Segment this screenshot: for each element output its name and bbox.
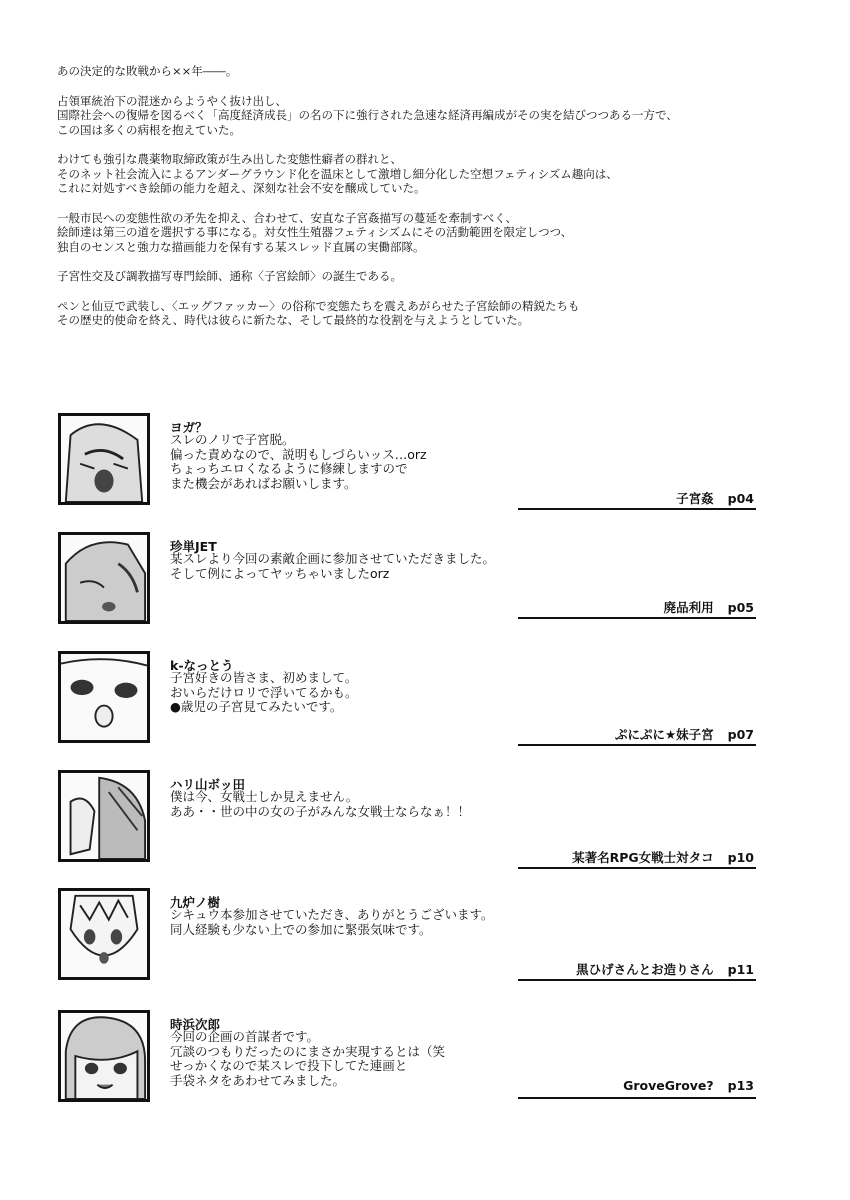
work-title-line xyxy=(676,489,754,507)
page-number: p04 xyxy=(727,491,754,506)
author-comment xyxy=(170,552,495,581)
work-title-line xyxy=(615,725,754,743)
page-number: p10 xyxy=(727,850,754,865)
intro-line: この国は多くの病根を抱えていた。 xyxy=(57,122,241,137)
intro-paragraph xyxy=(57,269,757,284)
intro-line: そのネット社会流入によるアンダーグラウンド化を温床として激増し細分化した空想フェティシズム趣向は、 xyxy=(57,166,618,181)
author-comment xyxy=(170,433,427,491)
contributor-entry xyxy=(0,770,850,880)
comment-line: また機会があればお願いします。 xyxy=(170,475,357,491)
intro-paragraph xyxy=(57,211,757,255)
work-title: GroveGrove? xyxy=(623,1078,714,1093)
comment-line: ●歳児の子宮見てみたいです。 xyxy=(170,699,343,714)
intro-line: ペンと仙豆で武装し、〈エッグファッカー〉の俗称で変態たちを震えあがらせた子宮絵師の精鋭たちも xyxy=(57,298,580,313)
author-comment xyxy=(170,790,470,819)
entry-divider xyxy=(518,508,756,510)
contributor-illustration xyxy=(58,770,150,862)
comment-line: そして例によってヤッちゃいましたorz xyxy=(170,565,390,581)
contributor-entry xyxy=(0,413,850,523)
intro-paragraph xyxy=(57,94,757,138)
work-title-line xyxy=(572,848,754,866)
author-comment xyxy=(170,1030,445,1088)
author-comment xyxy=(170,908,494,937)
author-name: 九炉ノ樹 xyxy=(170,895,221,910)
intro-line: あの決定的な敗戦から××年――。 xyxy=(57,64,238,78)
comment-line: おいらだけロリで浮いてるかも。 xyxy=(170,684,358,700)
comment-line: 偏った責めなので、説明もしづらいッス…orz xyxy=(170,446,427,462)
comment-line: ちょっちエロくなるように修練しますので xyxy=(170,461,408,476)
page-number: p11 xyxy=(727,962,754,977)
intro-line: 絵師達は第三の道を選択する事になる。対女性生殖器フェティシズムにその活動範囲を限定しつつ、 xyxy=(57,225,573,239)
intro-line: 独自のセンスと強力な描画能力を保有する某スレッド直属の実働部隊。 xyxy=(57,239,425,254)
comment-line: 手袋ネタをあわせてみました。 xyxy=(170,1072,346,1088)
work-title: 黒ひげさんとお造りさん xyxy=(576,962,714,977)
page-number: p05 xyxy=(727,600,754,615)
contributor-illustration xyxy=(58,413,150,505)
intro-line: その歴史的使命を終え、時代は彼らに新たな、そして最終的な役割を与えようとしていた。 xyxy=(57,313,530,327)
work-title-line xyxy=(576,960,754,978)
author-name: 珍単JET xyxy=(170,539,217,554)
intro-line: 一般市民への変態性欲の矛先を抑え、合わせて、安直な子宮姦描写の蔓延を牽制すべく、 xyxy=(57,210,517,225)
intro-line: 子宮性交及び調教描写専門絵師、通称〈子宮絵師〉の誕生である。 xyxy=(57,269,402,283)
entry-divider xyxy=(518,979,756,981)
author-name: k-なっとう xyxy=(170,658,234,673)
page-number: p13 xyxy=(727,1078,754,1093)
work-title: ぷにぷに★妹子宮 xyxy=(614,727,714,742)
intro-line: 占領軍統治下の混迷からようやく抜け出し、 xyxy=(57,93,287,108)
contributor-illustration xyxy=(58,888,150,980)
comment-line: 子宮好きの皆さま、初めまして。 xyxy=(170,670,358,685)
intro-line: わけても強引な農薬物取締政策が生み出した変態性癖者の群れと、 xyxy=(57,152,402,166)
intro-paragraph xyxy=(57,64,757,79)
author-comment xyxy=(170,671,358,715)
page-number: p07 xyxy=(727,727,754,742)
contributor-entry xyxy=(0,651,850,761)
author-name: 時浜次郎 xyxy=(170,1017,221,1032)
work-title: 某著名RPG女戦士対タコ xyxy=(572,850,714,865)
comment-line: 今回の企画の首謀者です。 xyxy=(170,1029,320,1044)
contributor-illustration xyxy=(58,532,150,624)
contributor-illustration xyxy=(58,1010,150,1102)
intro-line: 国際社会への復帰を図るべく「高度経済成長」の名の下に強行された急速な経済再編成がその実を結びつつある一方で、 xyxy=(57,108,678,122)
comment-line: 同人経験も少ない上での参加に緊張気味です。 xyxy=(170,921,432,937)
comment-line: スレのノリで子宮脱。 xyxy=(170,432,295,447)
intro-text xyxy=(57,64,757,343)
entry-divider xyxy=(518,1097,756,1099)
work-title-line xyxy=(664,598,754,616)
comment-line: 某スレより今回の素敵企画に参加させていただきました。 xyxy=(170,551,496,566)
comment-line: せっかくなので某スレで投下してた連画と xyxy=(170,1058,408,1073)
author-name: ヨガ？ xyxy=(170,420,208,435)
comment-line: ああ・・世の中の女の子がみんな女戦士ならなぁ！！ xyxy=(170,803,471,819)
entry-divider xyxy=(518,744,756,746)
entry-divider xyxy=(518,867,756,869)
contributor-entry xyxy=(0,1010,850,1120)
contributor-entry xyxy=(0,532,850,642)
comment-line: シキュウ本参加させていただき、ありがとうございます。 xyxy=(170,907,494,922)
work-title: 子宮姦 xyxy=(676,491,714,506)
contributor-entry xyxy=(0,888,850,998)
work-title-line xyxy=(623,1078,754,1093)
intro-line: これに対処すべき絵師の能力を超え、深刻な社会不安を醸成していた。 xyxy=(57,181,426,195)
comment-line: 僕は今、女戦士しか見えません。 xyxy=(170,789,359,804)
intro-paragraph xyxy=(57,299,757,328)
comment-line: 冗談のつもりだったのにまさか実現するとは（笑 xyxy=(170,1043,446,1059)
author-name: ハリ山ボッ田 xyxy=(170,777,246,792)
intro-paragraph xyxy=(57,152,757,196)
work-title: 廃品利用 xyxy=(663,600,714,615)
contributor-illustration xyxy=(58,651,150,743)
entry-divider xyxy=(518,617,756,619)
